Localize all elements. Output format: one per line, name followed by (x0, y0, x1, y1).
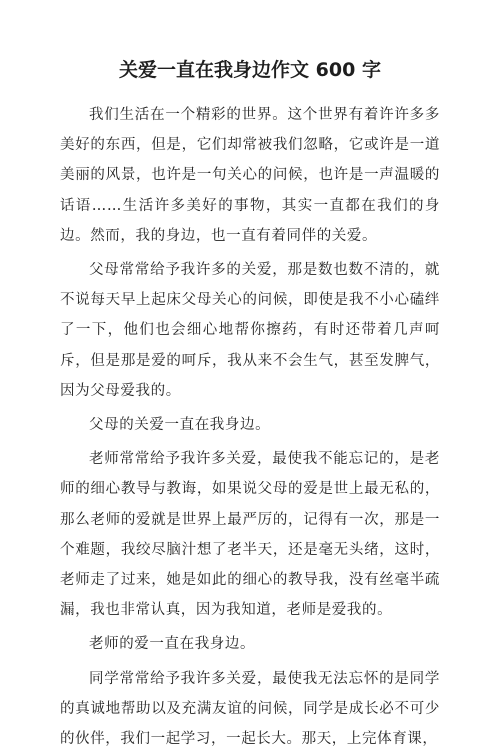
paragraph-2: 父母常常给予我许多的关爱，那是数也数不清的，就不说每天早上起床父母关心的问候，即使是我不小心磕绊了一下，他们也会细心地帮你擦药，有时还带着几声呵斥，但是那是爱的呵斥，我从来不会生气，甚至发脾气，因为父母爱我的。 (60, 262, 440, 399)
essay-title: 关爱一直在我身边作文 600 字 (119, 59, 381, 81)
paragraph-6: 同学常常给予我许多关爱，最使我无法忘怀的是同学的真诚地帮助以及充满友谊的问候，同学是成长必不可少的伙伴，我们一起学习，一起长大。那天，上完体育课， (60, 670, 440, 748)
paragraph-4: 老师常常给予我许多关爱，最使我不能忘记的，是老师的细心教导与教诲，如果说父母的爱是世上最无私的，那么老师的爱就是世界上最严厉的，记得有一次，那是一个难题，我绞尽脑汁想了老半天，还是毫无头绪，这时，老师走了过来，她是如此的细心的教导我，没有丝毫半疏漏，我也非常认真，因为我知道，老师是爱我的。 (60, 451, 440, 619)
essay-body (60, 100, 440, 754)
paragraph-3: 父母的关爱一直在我身边。 (89, 417, 271, 434)
paragraph-1: 我们生活在一个精彩的世界。这个世界有着许许多多美好的东西，但是，它们却常被我们忽略，它或许是一道美丽的风景，也许是一句关心的问候，也许是一声温暖的话语……生活许多美好的事物，其实一直都在我们的身边。然而，我的身边，也一直有着同伴的关爱。 (60, 107, 440, 244)
paragraph-5: 老师的爱一直在我身边。 (89, 636, 256, 653)
